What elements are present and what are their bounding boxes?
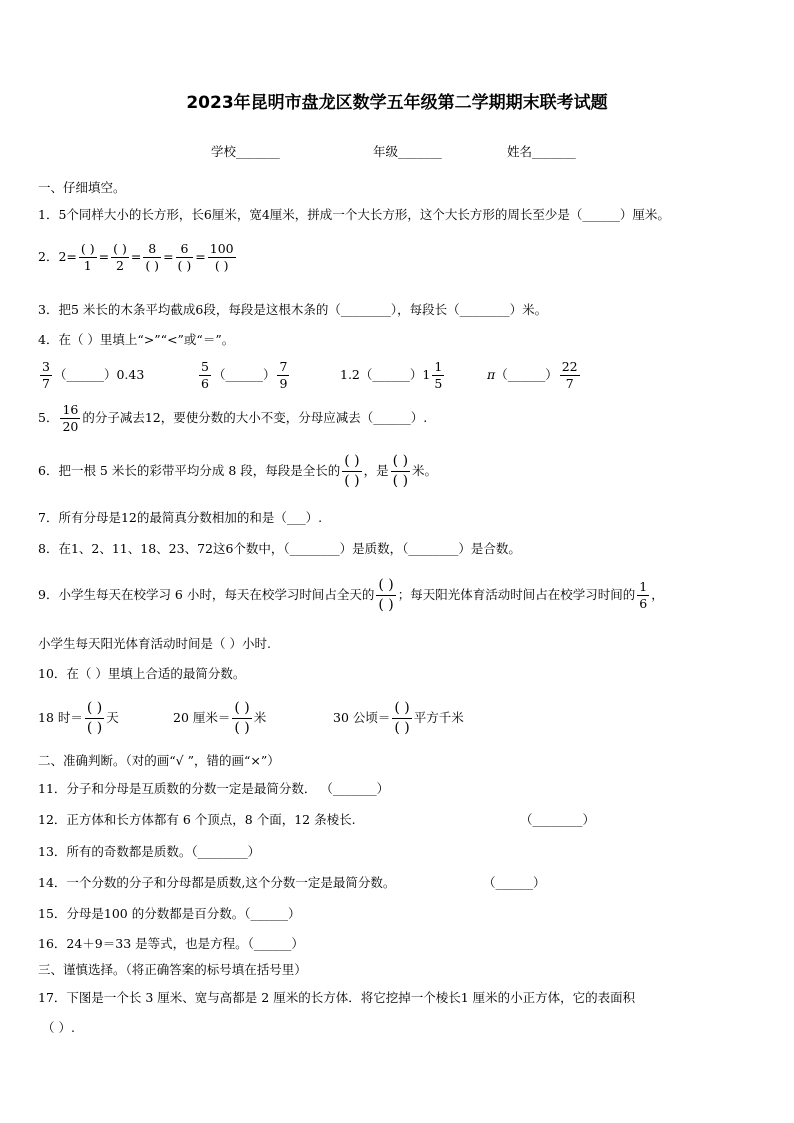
question-13: 13．所有的奇数都是质数。（________） — [38, 844, 261, 859]
q6-f2-numerator: ( ) — [391, 452, 410, 472]
q2-f5-numerator: 100 — [209, 241, 234, 256]
q2-prefix: 2．2= — [38, 249, 77, 264]
q9-f2-numerator: 1 — [639, 579, 648, 594]
q6-text-3: 米。 — [412, 463, 438, 478]
q10-c-numerator: ( ) — [392, 699, 411, 719]
question-9 — [38, 576, 664, 615]
q4-b2-denominator: 9 — [279, 376, 288, 391]
grade-field: 年级_______ — [373, 144, 442, 159]
question-16: 16．24＋9＝33 是等式，也是方程。（______） — [38, 936, 304, 951]
q4-d-numerator: 22 — [561, 359, 578, 374]
q10-c-fraction — [392, 699, 411, 738]
q2-f1-denominator: 1 — [83, 258, 92, 273]
q6-fraction-2 — [391, 452, 410, 491]
question-8: 8．在1、2、11、18、23、72这6个数中，（________）是质数，（________）是合数。 — [38, 541, 521, 556]
q4-b-numerator: 5 — [201, 359, 209, 374]
q4-d-blank: （______） — [495, 367, 558, 382]
q2-fraction-4 — [176, 241, 194, 274]
question-17: 17．下图是一个长 3 厘米、宽与高都是 2 厘米的长方体．将它挖掉一个棱长1 厘米的小正方体，它的表面积 — [38, 990, 636, 1005]
question-4: 4．在（ ）里填上“>”“<”或“＝”。 — [38, 332, 235, 347]
q4-a-denominator: 7 — [42, 376, 50, 391]
q10-b-denominator: ( ) — [234, 720, 250, 736]
q10-b-numerator: ( ) — [232, 699, 251, 719]
q10-item-c — [333, 699, 464, 738]
q4-a-fraction — [40, 359, 52, 392]
q4-c-denominator: 5 — [434, 376, 443, 391]
question-15: 15．分母是100 的分数都是百分数。（______） — [38, 906, 301, 921]
q9-f1-denominator: ( ) — [378, 597, 394, 613]
q4-a-numerator: 3 — [42, 359, 50, 374]
q4-item-d — [487, 359, 582, 392]
q6-f1-denominator: ( ) — [344, 473, 360, 489]
q4-b-fraction — [199, 359, 211, 392]
q2-equals: = — [195, 249, 206, 264]
q9-f2-denominator: 6 — [639, 596, 648, 611]
q2-fraction-5 — [208, 241, 236, 274]
q4-item-b — [197, 359, 291, 392]
q2-f2-denominator: 2 — [116, 258, 124, 273]
q9-fraction-1 — [376, 576, 395, 615]
question-9-line-2: 小学生每天阳光体育活动时间是（ ）小时. — [38, 636, 271, 651]
q4-c-numerator: 1 — [434, 359, 443, 374]
question-11: 11．分子和分母是互质数的分数一定是最简分数． （_______） — [38, 781, 390, 796]
question-14: 14．一个分数的分子和分母都是质数,这个分数一定是最简分数。 — [38, 875, 396, 890]
question-12-blank: （________） — [520, 812, 596, 827]
q9-text-1: 9．小学生每天在校学习 6 小时，每天在校学习时间占全天的 — [38, 587, 375, 602]
q6-f1-numerator: ( ) — [342, 452, 361, 472]
q10-item-b — [173, 699, 266, 738]
q4-item-a — [38, 359, 144, 392]
question-10: 10．在（ ）里填上合适的最简分数。 — [38, 666, 246, 681]
question-5 — [38, 402, 427, 435]
section-1-heading: 一、仔细填空。 — [38, 180, 126, 195]
section-2-heading: 二、准确判断。（对的画“√ ”，错的画“×”） — [38, 753, 280, 768]
q2-fraction-3 — [143, 241, 161, 274]
q9-f1-numerator: ( ) — [376, 576, 395, 596]
q10-a-numerator: ( ) — [85, 699, 104, 719]
question-7: 7．所有分母是12的最简真分数相加的和是（___）. — [38, 510, 323, 525]
q10-c-unit: 平方千米 — [413, 710, 464, 725]
q10-c-label: 30 公顷＝ — [333, 710, 391, 725]
q2-f4-denominator: ( ) — [177, 258, 192, 273]
q4-c-fraction — [432, 359, 444, 392]
q2-equals: = — [98, 249, 110, 264]
q4-d-fraction — [560, 359, 580, 392]
q10-a-fraction — [85, 699, 104, 738]
q6-fraction-1 — [342, 452, 361, 491]
q10-c-denominator: ( ) — [394, 720, 410, 736]
question-12: 12．正方体和长方体都有 6 个顶点，8 个面，12 条棱长. — [38, 812, 356, 827]
school-field: 学校_______ — [211, 144, 280, 159]
q4-d-denominator: 7 — [565, 376, 574, 391]
section-3-heading: 三、谨慎选择。（将正确答案的标号填在括号里） — [38, 962, 307, 977]
q4-a-blank: （______）0.43 — [53, 367, 145, 382]
q10-b-label: 20 厘米＝ — [173, 710, 231, 725]
q9-comma: ， — [651, 587, 664, 602]
q5-number: 5． — [38, 410, 59, 425]
q2-fraction-1 — [79, 241, 97, 274]
q6-text-1: 6．把一根 5 米长的彩带平均分成 8 段，每段是全长的 — [38, 463, 341, 478]
q5-fraction — [60, 402, 80, 435]
q2-f3-numerator: 8 — [143, 241, 161, 258]
q2-f1-numerator: ( ) — [80, 241, 95, 256]
q4-pi-symbol: π — [487, 367, 496, 382]
q2-equals: = — [163, 249, 174, 264]
q4-b2-fraction — [277, 359, 289, 392]
q4-b-blank: （______） — [212, 367, 276, 382]
q4-b2-numerator: 7 — [279, 359, 288, 374]
question-6 — [38, 452, 437, 491]
question-2 — [38, 241, 238, 274]
q5-numerator: 16 — [62, 402, 79, 417]
q10-a-label: 18 时＝ — [38, 710, 83, 725]
q10-a-unit: 天 — [106, 710, 119, 725]
q2-f5-denominator: ( ) — [214, 258, 229, 273]
q2-f3-denominator: ( ) — [145, 258, 160, 273]
q6-f2-denominator: ( ) — [392, 473, 409, 489]
question-17-blank: （ ）. — [42, 1020, 75, 1035]
q4-b-denominator: 6 — [201, 376, 209, 391]
q10-item-a — [38, 699, 119, 738]
q4-item-c — [340, 359, 446, 392]
page-title: 2023年昆明市盘龙区数学五年级第二学期期末联考试题 — [186, 93, 608, 113]
q2-equals: = — [130, 249, 142, 264]
q10-b-unit: 米 — [253, 710, 267, 725]
q4-c-blank: 1.2（______）1 — [340, 367, 431, 382]
name-field: 姓名_______ — [507, 144, 576, 159]
question-14-blank: （______） — [483, 875, 546, 890]
q9-text-2: ；每天阳光体育活动时间占在校学习时间的 — [397, 587, 636, 602]
q10-b-fraction — [232, 699, 251, 738]
q5-text: 的分子减去12，要使分数的大小不变，分母应减去（______）. — [82, 410, 428, 425]
q2-f4-numerator: 6 — [176, 241, 194, 258]
q9-fraction-2 — [637, 579, 649, 612]
q5-denominator: 20 — [62, 419, 79, 434]
question-3: 3．把5 米长的木条平均截成6段，每段是这根木条的（________），每段长（________）米。 — [38, 302, 548, 317]
question-1: 1．5个同样大小的长方形，长6厘米，宽4厘米，拼成一个大长方形，这个大长方形的周长至少是（______）厘米。 — [38, 207, 670, 222]
q2-fraction-2 — [111, 241, 129, 274]
q6-text-2: ，是 — [363, 463, 389, 478]
q10-a-denominator: ( ) — [86, 720, 103, 736]
q2-f2-numerator: ( ) — [113, 241, 127, 256]
